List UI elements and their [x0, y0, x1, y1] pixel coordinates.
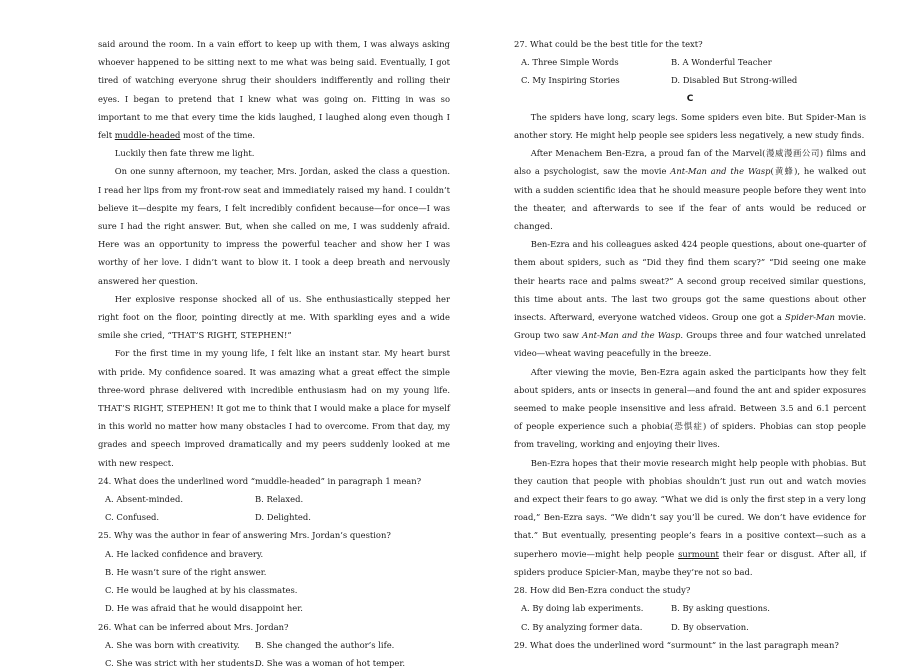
text-segment: movie. Group two saw — [514, 312, 866, 340]
option-b: B. By asking questions. — [671, 599, 770, 617]
option-d: D. Disabled But Strong-willed — [671, 71, 797, 89]
option-a: A. Three Simple Words — [521, 53, 671, 71]
question-26 — [98, 618, 450, 672]
section-letter-c: C — [514, 90, 866, 108]
passage-c-paragraph-2 — [514, 144, 866, 235]
text-segment: Ben-Ezra hopes that their movie research might help people with phobias. But they caution that people with phobias shouldn’t just run out and watch movies and expect their fears to go away. “What we did is only the first step in a very long road,” Ben-Ezra says. “We didn’t say you’ll be cured. We don’t have evidence for that.” But eventually, presenting people’s fears in a positive context—such as a superhero movie—might help people — [514, 458, 866, 559]
text-segment: most of the time. — [180, 130, 255, 140]
passage-c-paragraph-5 — [514, 454, 866, 581]
question-stem: 26. What can be inferred about Mrs. Jordan? — [98, 618, 450, 636]
options-row — [514, 618, 866, 636]
option-c: C. My Inspiring Stories — [521, 71, 671, 89]
option-a: A. Absent-minded. — [105, 490, 255, 508]
option-d: D. By observation. — [671, 618, 749, 636]
question-stem: 29. What does the underlined word “surmount” in the last paragraph mean? — [514, 636, 866, 654]
movie-title: Ant-Man and the Wasp — [670, 166, 770, 176]
option-c: C. He would be laughed at by his classmates. — [98, 581, 450, 599]
passage-b-paragraph-4: Her explosive response shocked all of us. She enthusiastically stepped her right foot on the floor, pointing directly at me. With sparkling eyes and a wide smile she cried, “THAT’S RIGHT, STEPHEN!” — [98, 290, 450, 345]
question-28 — [514, 581, 866, 636]
passage-b-paragraph-5: For the first time in my young life, I felt like an instant star. My heart burst with pride. My confidence soared. It was amazing what a great effect the simple three-word phrase delivered with incredible enthusiasm had on my young life. THAT’S RIGHT, STEPHEN! It got me to think that I would make a place for myself in this world no matter how many obstacles I had to overcome. From that day, my grades and speech improved dramatically and my peers suddenly looked at me with new respect. — [98, 344, 450, 471]
passage-c-paragraph-1: The spiders have long, scary legs. Some spiders even bite. But Spider-Man is another story. He might help people see spiders less negatively, a new study finds. — [514, 108, 866, 144]
option-a: A. He lacked confidence and bravery. — [98, 545, 450, 563]
passage-b-paragraph-1 — [98, 35, 450, 144]
text-segment: their fear or disgust. After all, if spiders produce Spicier-Man, maybe they’re not so bad. — [514, 549, 866, 577]
text-segment: After Menachem Ben-Ezra, a proud fan of the Marvel(漫威漫画公司) films and also a psychologist, saw the movie — [514, 148, 866, 176]
movie-title: Ant-Man and the Wasp — [582, 330, 680, 340]
option-b: B. She changed the author’s life. — [255, 636, 394, 654]
option-a: A. She was born with creativity. — [105, 636, 255, 654]
option-c: C. By analyzing former data. — [521, 618, 671, 636]
option-c: C. Confused. — [105, 508, 255, 526]
movie-title: Spider-Man — [785, 312, 835, 322]
passage-c-paragraph-4: After viewing the movie, Ben-Ezra again asked the participants how they felt about spiders, ants or insects in general—and found the ant and spider exposures seemed to make people insensitive and less afraid. Between 3.5 and 6.1 percent of people experience such a phobia(恐惧症) of spiders. Phobias can stop people from traveling, working and enjoying their lives. — [514, 363, 866, 454]
option-b: B. A Wonderful Teacher — [671, 53, 772, 71]
options-row — [98, 636, 450, 654]
options-row — [514, 71, 866, 89]
underlined-word-surmount: surmount — [678, 549, 719, 559]
options-row — [514, 53, 866, 71]
question-25 — [98, 526, 450, 617]
option-a: A. By doing lab experiments. — [521, 599, 671, 617]
option-b: B. Relaxed. — [255, 490, 303, 508]
option-d: D. He was afraid that he would disappoint her. — [98, 599, 450, 617]
passage-c-paragraph-3 — [514, 235, 866, 362]
passage-b-paragraph-3: On one sunny afternoon, my teacher, Mrs. Jordan, asked the class a question. I read her lips from my front-row seat and immediately raised my hand. I couldn’t believe it—despite my fears, I felt incredibly confident because—for once—I was sure I had the right answer. But, when she called on me, I was suddenly afraid. Here was an opportunity to impress the powerful teacher and show her I was worthy of her love. I didn’t want to blow it. I took a deep breath and nervously answered her question. — [98, 162, 450, 289]
option-b: B. He wasn’t sure of the right answer. — [98, 563, 450, 581]
right-column — [514, 35, 866, 654]
options-row — [98, 654, 450, 672]
question-stem: 25. Why was the author in fear of answering Mrs. Jordan’s question? — [98, 526, 450, 544]
question-stem: 24. What does the underlined word “muddle-headed” in paragraph 1 mean? — [98, 472, 450, 490]
text-segment: . Groups three and four watched unrelated video—wheat waving peacefully in the breeze. — [514, 330, 866, 358]
options-row — [98, 508, 450, 526]
question-stem: 28. How did Ben-Ezra conduct the study? — [514, 581, 866, 599]
question-stem: 27. What could be the best title for the text? — [514, 35, 866, 53]
question-27 — [514, 35, 866, 90]
underlined-word-muddle-headed: muddle-headed — [115, 130, 181, 140]
options-row — [514, 599, 866, 617]
option-d: D. She was a woman of hot temper. — [255, 654, 405, 672]
passage-b-paragraph-2: Luckily then fate threw me light. — [98, 144, 450, 162]
text-segment: Ben-Ezra and his colleagues asked 424 people questions, about one-quarter of them about spiders, such as “Did they find them scary?” “Did seeing one make their hearts race and palms sweat?” A second group received similar questions, this time about ants. The last two groups got the same questions about other insects. Afterward, everyone watched videos. Group one got a — [514, 239, 866, 322]
left-column — [98, 35, 450, 672]
text-segment: said around the room. In a vain effort to keep up with them, I was always asking whoever happened to be sitting next to me what was being said. Eventually, I got tired of watching everyone shrug their shoulders indifferently and rolling their eyes. I began to pretend that I knew what was going on. Fitting in was so important to me that every time the kids laughed, I laughed along even though I felt — [98, 39, 450, 140]
options-row — [98, 490, 450, 508]
question-24 — [98, 472, 450, 527]
question-29 — [514, 636, 866, 654]
option-d: D. Delighted. — [255, 508, 311, 526]
option-c: C. She was strict with her students. — [105, 654, 255, 672]
text-segment: (黄蜂), he walked out with a sudden scientific idea that he should measure people before they went into the theater, and afterwards to see if the fear of ants would be reduced or changed. — [514, 166, 866, 231]
